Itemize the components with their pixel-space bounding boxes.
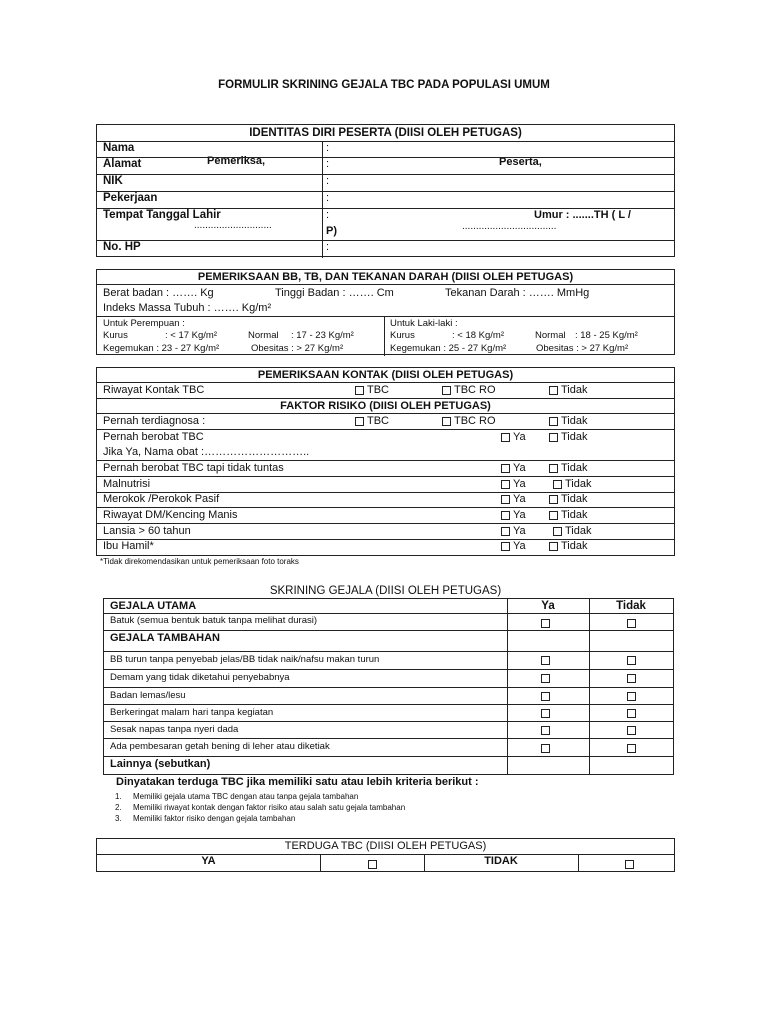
gejala-item: Demam yang tidak diketahui penyebabnya [110,672,290,683]
kriteria-item: Memiliki riwayat kontak dengan faktor risiko atau salah satu gejala tambahan [133,803,406,812]
pernah-berobat-tidak[interactable]: Tidak [549,431,588,443]
risk-row-ya[interactable]: Ya [501,540,526,552]
colon: : [326,241,330,253]
risk-row-tidak[interactable]: Tidak [549,540,588,552]
checkbox[interactable] [501,480,510,489]
checkbox[interactable] [549,417,558,426]
risk-row-tidak[interactable]: Tidak [553,478,592,490]
kriteria-number: 3. [115,814,122,823]
terduga-ya-checkbox[interactable] [368,860,377,869]
checkbox[interactable] [541,619,550,628]
checkbox[interactable] [541,744,550,753]
ttl-label: Tempat Tanggal Lahir [103,209,221,221]
checkbox[interactable] [541,656,550,665]
checkbox[interactable] [627,656,636,665]
terdiagnosa-tidak-option[interactable]: Tidak [549,415,588,427]
terduga-header: TERDUGA TBC (DIISI OLEH PETUGAS) [284,840,487,852]
ya-column-header: Ya [541,600,555,612]
colon: : [326,158,330,170]
peserta-signature-dots: .................................. [462,221,557,232]
male-kurus-label: Kurus [390,330,415,341]
checkbox[interactable] [501,433,510,442]
checkbox[interactable] [627,674,636,683]
nik-label: NIK [103,175,123,187]
checkbox[interactable] [549,542,558,551]
female-obesitas: Obesitas : > 27 Kg/m² [251,343,344,354]
kriteria-item: Memiliki gejala utama TBC dengan atau tanpa gejala tambahan [133,792,359,801]
checkbox[interactable] [501,495,510,504]
risk-row-tidak[interactable]: Tidak [549,462,588,474]
kriteria-title: Dinyatakan terduga TBC jika memiliki satu atau lebih kriteria berikut : [116,776,479,788]
checkbox[interactable] [549,511,558,520]
checkbox[interactable] [627,619,636,628]
riwayat-kontak-label: Riwayat Kontak TBC [103,384,205,396]
gejala-item: BB turun tanpa penyebab jelas/BB tidak naik/nafsu makan turun [110,654,380,665]
faktor-header: FAKTOR RISIKO (DIISI OLEH PETUGAS) [280,400,491,412]
risk-row-label: Lansia > 60 tahun [103,525,191,537]
checkbox[interactable] [541,709,550,718]
gejala-item: Berkeringat malam hari tanpa kegiatan [110,707,274,718]
pemeriksa-label: Pemeriksa, [207,155,266,167]
checkbox[interactable] [627,709,636,718]
checkbox[interactable] [541,692,550,701]
peserta-label: Peserta, [499,156,542,168]
kriteria-number: 2. [115,803,122,812]
risk-row-ya[interactable]: Ya [501,493,526,505]
nohp-label: No. HP [103,241,141,253]
pernah-berobat-ya[interactable]: Ya [501,431,526,443]
checkbox[interactable] [627,726,636,735]
risk-row-tidak[interactable]: Tidak [549,509,588,521]
identitas-header: IDENTITAS DIRI PESERTA (DIISI OLEH PETUGAS) [97,125,674,142]
colon: : [326,142,330,154]
risk-row-label: Malnutrisi [103,478,151,490]
kriteria-number: 1. [115,792,122,801]
checkbox[interactable] [442,386,451,395]
lainnya-label: Lainnya (sebutkan) [110,758,211,770]
risk-row-ya[interactable]: Ya [501,525,526,537]
checkbox[interactable] [501,527,510,536]
footnote: *Tidak direkomendasikan untuk pemeriksaan foto toraks [100,557,299,566]
male-title: Untuk Laki-laki : [390,318,458,329]
checkbox[interactable] [627,744,636,753]
male-normal-value: : 18 - 25 Kg/m² [575,330,638,341]
checkbox[interactable] [355,417,364,426]
colon: : [326,209,330,221]
risk-row-ya[interactable]: Ya [501,462,526,474]
gejala-item: Ada pembesaran getah bening di leher atau diketiak [110,741,330,752]
female-kegemukan: Kegemukan : 23 - 27 Kg/m² [103,343,220,354]
riwayat-kontak-tidak-option[interactable]: Tidak [549,384,588,396]
terdiagnosa-tbcro-option[interactable]: TBC RO [442,415,496,427]
risk-row-label: Ibu Hamil* [103,540,154,552]
terdiagnosa-tbc-option[interactable]: TBC [355,415,389,427]
female-normal-label: Normal [248,330,279,341]
imt-text: Indeks Massa Tubuh : ……. Kg/m² [103,302,272,314]
risk-row-tidak[interactable]: Tidak [553,525,592,537]
checkbox[interactable] [549,495,558,504]
gejala-item: Badan lemas/lesu [110,690,186,701]
risk-row-ya[interactable]: Ya [501,509,526,521]
bb-tb-header: PEMERIKSAAN BB, TB, DAN TEKANAN DARAH (DIISI OLEH PETUGAS) [97,270,674,285]
alamat-label: Alamat [103,158,142,170]
terduga-tidak-label: TIDAK [484,855,518,867]
pekerjaan-label: Pekerjaan [103,192,158,204]
gejala-utama-heading: GEJALA UTAMA [110,600,197,612]
checkbox[interactable] [541,674,550,683]
checkbox[interactable] [553,527,562,536]
skrining-title: SKRINING GEJALA (DIISI OLEH PETUGAS) [269,585,502,597]
risk-row-label: Riwayat DM/Kencing Manis [103,509,238,521]
checkbox[interactable] [442,417,451,426]
terduga-section [96,838,675,872]
form-title: FORMULIR SKRINING GEJALA TBC PADA POPULASI UMUM [218,79,550,91]
checkbox[interactable] [549,433,558,442]
pemeriksa-signature-dots: ............................ [194,220,272,231]
bb-tb-section [96,269,675,355]
gejala-item: Sesak napas tanpa nyeri dada [110,724,239,735]
male-kegemukan: Kegemukan : 25 - 27 Kg/m² [390,343,507,354]
checkbox[interactable] [355,386,364,395]
male-obesitas: Obesitas : > 27 Kg/m² [536,343,629,354]
tidak-column-header: Tidak [616,600,646,612]
pernah-terdiagnosa-label: Pernah terdiagnosa : [103,415,206,427]
kontak-header: PEMERIKSAAN KONTAK (DIISI OLEH PETUGAS) [257,369,514,381]
checkbox[interactable] [549,464,558,473]
risk-row-tidak[interactable]: Tidak [549,493,588,505]
riwayat-kontak-tbcro-option[interactable]: TBC RO [442,384,496,396]
checkbox[interactable] [541,726,550,735]
checkbox[interactable] [501,542,510,551]
checkbox[interactable] [627,692,636,701]
risk-row-label: Pernah berobat TBC tapi tidak tuntas [103,462,284,474]
checkbox[interactable] [549,386,558,395]
skrining-table [103,598,674,775]
berat-badan-text: Berat badan : ……. Kg [103,287,214,299]
riwayat-kontak-tbc-option[interactable]: TBC [355,384,389,396]
terduga-tidak-checkbox[interactable] [625,860,634,869]
identitas-section [96,124,675,257]
risk-row-label: Merokok /Perokok Pasif [103,493,220,505]
tekanan-darah-text: Tekanan Darah : ……. MmHg [445,287,590,299]
nama-label: Nama [103,142,135,154]
male-kurus-value: : < 18 Kg/m² [452,330,505,341]
gejala-tambahan-heading: GEJALA TAMBAHAN [110,632,220,644]
male-normal-label: Normal [535,330,566,341]
nama-obat-label: Jika Ya, Nama obat :……………………….. [103,446,310,458]
umur-gender-label: P) [326,225,337,237]
tinggi-badan-text: Tinggi Badan : ……. Cm [275,287,394,299]
kontak-faktor-section [96,367,675,556]
checkbox[interactable] [501,464,510,473]
colon: : [326,175,330,187]
female-normal-value: : 17 - 23 Kg/m² [291,330,354,341]
checkbox[interactable] [553,480,562,489]
terduga-ya-label: YA [201,855,216,867]
female-kurus-label: Kurus [103,330,128,341]
pernah-berobat-label: Pernah berobat TBC [103,431,204,443]
gejala-utama-item: Batuk (semua bentuk batuk tanpa melihat durasi) [110,615,318,626]
checkbox[interactable] [501,511,510,520]
kriteria-item: Memiliki faktor risiko dengan gejala tambahan [133,814,296,823]
female-kurus-value: : < 17 Kg/m² [165,330,218,341]
risk-row-ya[interactable]: Ya [501,478,526,490]
female-title: Untuk Perempuan : [103,318,185,329]
umur-label: Umur : .......TH ( L / [534,209,631,221]
colon: : [326,192,330,204]
